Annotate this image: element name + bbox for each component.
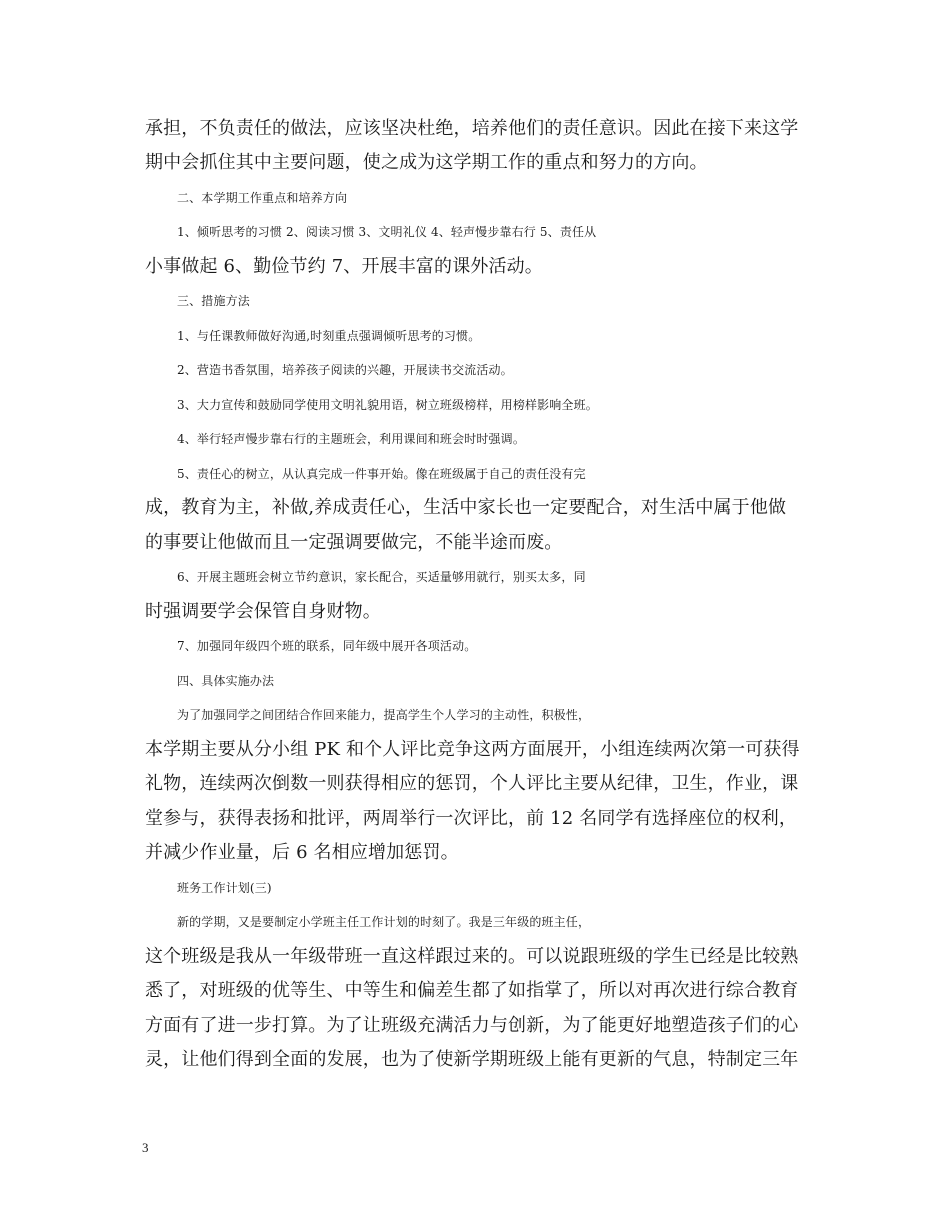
text-line: 成，教育为主，补做,养成责任心，生活中家长也一定要配合，对生活中属于他做 [145, 497, 787, 518]
text-line: 3、大力宣传和鼓励同学使用文明礼貌用语，树立班级榜样，用榜样影响全班。 [177, 398, 598, 412]
text-line: 方面有了进一步打算。为了让班级充满活力与创新，为了能更好地塑造孩子们的心 [145, 1015, 799, 1036]
section-heading: 三、措施方法 [177, 294, 250, 308]
section-heading: 四、具体实施办法 [177, 674, 275, 688]
text-line: 并减少作业量，后 6 名相应增加惩罚。 [145, 842, 459, 863]
text-line: 礼物，连续两次倒数一则获得相应的惩罚，个人评比主要从纪律，卫生，作业，课 [145, 773, 799, 794]
text-line: 悉了，对班级的优等生、中等生和偏差生都了如指掌了，所以对再次进行综合教育 [145, 980, 799, 1001]
text-line: 2、营造书香氛围，培养孩子阅读的兴趣，开展读书交流活动。 [177, 363, 513, 377]
text-line: 的事要让他做而且一定强调要做完，不能半途而废。 [145, 532, 563, 553]
page-number: 3 [142, 1140, 149, 1155]
text-line: 堂参与，获得表扬和批评，两周举行一次评比，前 12 名同学有选择座位的权利， [145, 808, 798, 829]
text-line: 7、加强同年级四个班的联系，同年级中展开各项活动。 [177, 639, 477, 653]
text-line: 本学期主要从分小组 PK 和个人评比竞争这两方面展开，小组连续两次第一可获得 [145, 739, 800, 760]
text-line: 4、举行轻声慢步靠右行的主题班会，利用课间和班会时时强调。 [177, 432, 525, 446]
text-line: 5、责任心的树立，从认真完成一件事开始。像在班级属于自己的责任没有完 [177, 467, 586, 481]
section-heading: 二、本学期工作重点和培养方向 [177, 191, 348, 205]
text-line: 1、与任课教师做好沟通,时刻重点强调倾听思考的习惯。 [177, 329, 481, 343]
text-line: 6、开展主题班会树立节约意识，家长配合，买适量够用就行，别买太多，同 [177, 570, 586, 584]
text-line: 灵，让他们得到全面的发展，也为了使新学期班级上能有更新的气息，特制定三年 [145, 1049, 799, 1070]
section-heading: 班务工作计划(三) [177, 881, 272, 895]
text-line: 时强调要学会保管自身财物。 [145, 601, 381, 622]
text-line: 为了加强同学之间团结合作回来能力，提高学生个人学习的主动性，积极性， [177, 708, 591, 722]
text-line: 1、倾听思考的习惯 2、阅读习惯 3、文明礼仪 4、轻声慢步靠右行 5、责任从 [177, 225, 597, 239]
text-line: 新的学期，又是要制定小学班主任工作计划的时刻了。我是三年级的班主任， [177, 915, 591, 929]
text-line: 期中会抓住其中主要问题，使之成为这学期工作的重点和努力的方向。 [145, 152, 708, 173]
text-line: 这个班级是我从一年级带班一直这样跟过来的。可以说跟班级的学生已经是比较熟 [145, 946, 799, 967]
text-line: 小事做起 6、勤俭节约 7、开展丰富的课外活动。 [145, 256, 543, 277]
text-line: 承担，不负责任的做法，应该坚决杜绝，培养他们的责任意识。因此在接下来这学 [145, 118, 799, 139]
